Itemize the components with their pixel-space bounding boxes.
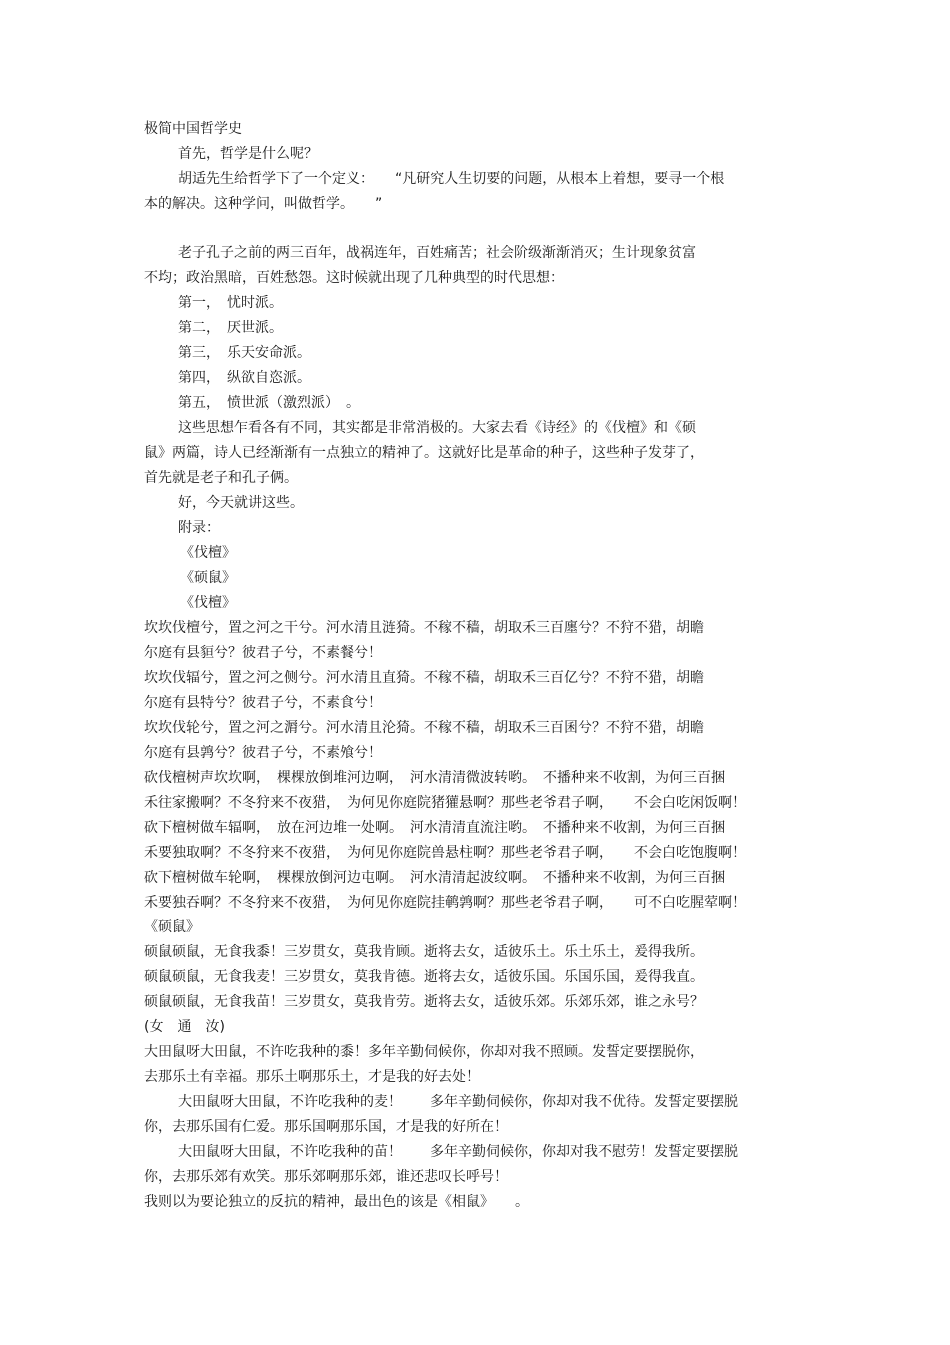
text-line: 本的解决。这种学问，叫做哲学。 ” <box>144 196 383 212</box>
poem-line: 尔庭有县鹑兮？彼君子兮，不素飧兮！ <box>144 745 382 761</box>
list-item: 第五， 愤世派（激烈派） 。 <box>178 395 360 411</box>
poem-line: 硕鼠硕鼠，无食我黍！三岁贯女，莫我肯顾。逝将去女，适彼乐土。乐土乐土，爰得我所。 <box>144 944 704 960</box>
translation-line: 大田鼠呀大田鼠，不许吃我种的麦！ 多年辛勤伺候你，你却对我不优待。发誓定要摆脱 <box>178 1094 738 1110</box>
appendix-title: 《硕鼠》 <box>180 570 236 586</box>
list-item: 第三， 乐天安命派。 <box>178 345 311 361</box>
note-line: (女 通 汝) <box>144 1019 225 1035</box>
translation-line: 砍下檀树做车辐啊， 放在河边堆一处啊。 河水清清直流注哟。 不播种来不收割，为何三百捆 <box>144 820 725 836</box>
poem-line: 硕鼠硕鼠，无食我麦！三岁贯女，莫我肯德。逝将去女，适彼乐国。乐国乐国，爰得我直。 <box>144 969 704 985</box>
poem-line: 坎坎伐轮兮，置之河之漘兮。河水清且沦猗。不稼不穑，胡取禾三百囷兮？不狩不猎，胡瞻 <box>144 720 704 736</box>
text-line: 老子孔子之前的两三百年，战祸连年，百姓痛苦；社会阶级渐渐消灭；生计现象贫富 <box>178 245 696 261</box>
list-item: 第一， 忧时派。 <box>178 295 283 311</box>
text-line: 首先，哲学是什么呢？ <box>178 146 318 162</box>
translation-line: 大田鼠呀大田鼠，不许吃我种的苗！ 多年辛勤伺候你，你却对我不慰劳！发誓定要摆脱 <box>178 1144 738 1160</box>
appendix-title: 《伐檀》 <box>180 545 236 561</box>
poem-line: 尔庭有县貆兮？彼君子兮，不素餐兮！ <box>144 645 382 661</box>
translation-line: 你，去那乐郊有欢笑。那乐郊啊那乐郊，谁还悲叹长呼号！ <box>144 1169 508 1185</box>
poem-title: 《伐檀》 <box>180 595 236 611</box>
text-line: 好，今天就讲这些。 <box>178 495 304 511</box>
poem-line: 尔庭有县特兮？彼君子兮，不素食兮！ <box>144 695 382 711</box>
translation-line: 禾要独吞啊？不冬狩来不夜猎， 为何见你庭院挂鹌鹑啊？那些老爷君子啊， 可不白吃腥荤啊！ <box>144 895 746 911</box>
translation-line: 你，去那乐国有仁爱。那乐国啊那乐国，才是我的好所在！ <box>144 1119 508 1135</box>
closing-line: 我则以为要论独立的反抗的精神，最出色的该是《相鼠》 。 <box>144 1194 529 1210</box>
list-item: 第二， 厌世派。 <box>178 320 283 336</box>
text-line: 首先就是老子和孔子俩。 <box>144 470 298 486</box>
text-line: 鼠》两篇，诗人已经渐渐有一点独立的精神了。这就好比是革命的种子，这些种子发芽了， <box>144 445 704 461</box>
poem-title: 《硕鼠》 <box>144 919 200 935</box>
translation-line: 禾要独取啊？不冬狩来不夜猎， 为何见你庭院兽悬柱啊？那些老爷君子啊， 不会白吃饱腹啊！ <box>144 845 746 861</box>
translation-line: 去那乐土有幸福。那乐土啊那乐土，才是我的好去处！ <box>144 1069 480 1085</box>
text-line: 不均；政治黑暗，百姓愁怨。这时候就出现了几种典型的时代思想： <box>144 270 564 286</box>
text-line: 这些思想乍看各有不同，其实都是非常消极的。大家去看《诗经》的《伐檀》和《硕 <box>178 420 696 436</box>
document-title: 极简中国哲学史 <box>144 121 242 137</box>
translation-line: 禾往家搬啊？不冬狩来不夜猎， 为何见你庭院猪獾悬啊？那些老爷君子啊， 不会白吃闲饭啊！ <box>144 795 746 811</box>
text-line: 附录： <box>178 520 220 536</box>
poem-line: 硕鼠硕鼠，无食我苗！三岁贯女，莫我肯劳。逝将去女，适彼乐郊。乐郊乐郊，谁之永号？ <box>144 994 704 1010</box>
text-line: 胡适先生给哲学下了一个定义： “凡研究人生切要的问题，从根本上着想，要寻一个根 <box>178 171 725 187</box>
poem-line: 坎坎伐辐兮，置之河之侧兮。河水清且直猗。不稼不穑，胡取禾三百亿兮？不狩不猎，胡瞻 <box>144 670 704 686</box>
translation-line: 大田鼠呀大田鼠，不许吃我种的黍！多年辛勤伺候你，你却对我不照顾。发誓定要摆脱你， <box>144 1044 704 1060</box>
translation-line: 砍下檀树做车轮啊， 棵棵放倒河边屯啊。 河水清清起波纹啊。 不播种来不收割，为何三百捆 <box>144 870 725 886</box>
translation-line: 砍伐檀树声坎坎啊， 棵棵放倒堆河边啊， 河水清清微波转哟。 不播种来不收割，为何三百捆 <box>144 770 725 786</box>
list-item: 第四， 纵欲自恣派。 <box>178 370 311 386</box>
poem-line: 坎坎伐檀兮，置之河之干兮。河水清且涟猗。不稼不穑，胡取禾三百廛兮？不狩不猎，胡瞻 <box>144 620 704 636</box>
